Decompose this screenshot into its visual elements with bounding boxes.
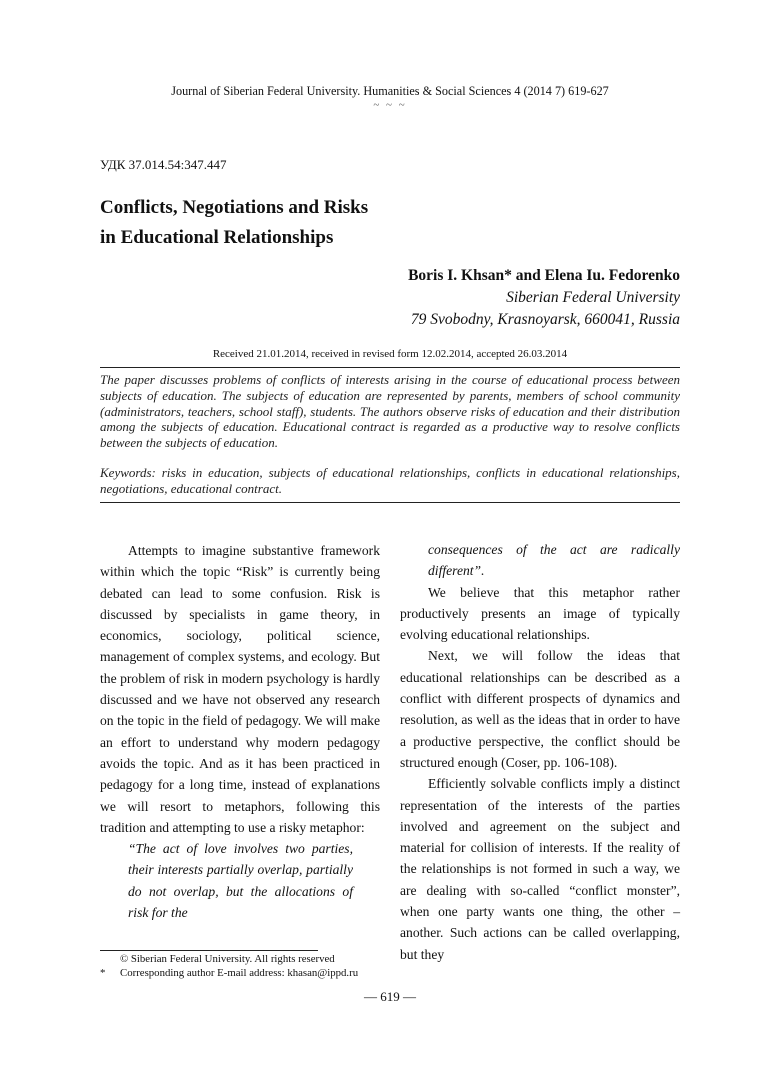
- copyright-text: © Siberian Federal University. All rights reserved: [120, 953, 335, 965]
- body-paragraph: We believe that this metaphor rather productively presents an image of typically evolving educational relationships.: [400, 584, 680, 643]
- block-quote: “The act of love involves two parties, their interests partially overlap, partially do not overlap, but the allocations of risk for the: [128, 841, 353, 921]
- body-column-left: [100, 540, 380, 923]
- body-paragraph: Attempts to imagine substantive framework within which the topic “Risk” is currently being debated can lead to some confusion. Risk is discussed by specialists in game theory, in economics, sociology, political science, management of complex systems, and ecology. But the problem of risk in modern psychology is hardly discussed and we have not observed any research on the topic in the field of pedagogy. We will make an effort to understand why modern pedagogy avoids the topic. And as it has been practiced in pedagogy for a long time, instead of explanations we will resort to metaphors, following this tradition and attempting to use a risky metaphor:: [100, 543, 380, 835]
- footnote-mark: *: [100, 967, 106, 979]
- keywords: Keywords: risks in education, subjects of educational relationships, conflicts in educational relationships, negotiations, educational contract.: [100, 465, 680, 496]
- block-quote-continued: consequences of the act are radically different”.: [428, 542, 680, 579]
- abstract: The paper discusses problems of conflicts of interests arising in the course of educational process between subjects of education. The subjects of education are represented by parents, members of school community (administrators, teachers, school staff), students. The authors observe risks of education and their distribution among the subjects of education. Educational contract is regarded as a productive way to resolve conflicts between the subjects of education.: [100, 372, 680, 451]
- header-separator: ~ ~ ~: [373, 99, 407, 111]
- footnote-copyright: [100, 952, 335, 966]
- author-affiliation: Siberian Federal University: [506, 289, 680, 306]
- title-line-1: Conflicts, Negotiations and Risks: [100, 197, 369, 218]
- page-number: — 619 —: [364, 989, 416, 1004]
- title-line-2: in Educational Relationships: [100, 227, 334, 248]
- body-paragraph: Efficiently solvable conflicts imply a distinct representation of the interests of the parties involved and agreement on the subject and material for collision of interests. If the reality of the relationships is not formed in such a way, we are dealing with so-called “conflict monster”, when one party wants one thing, the other – another. Such actions can be called overlapping, but they: [400, 776, 680, 962]
- divider-top: [100, 367, 680, 368]
- body-column-right: [400, 539, 680, 965]
- footnote-divider: [100, 950, 318, 951]
- author-names: Boris I. Khsan* and Elena Iu. Fedorenko: [408, 267, 680, 284]
- body-paragraph: Next, we will follow the ideas that educational relationships can be described as a conflict with different prospects of dynamics and resolution, as well as the ideas that in order to have a productive perspective, the conflict should be structured enough (Coser, pp. 106-108).: [400, 648, 680, 770]
- authors-block: [408, 265, 680, 331]
- article-title: [100, 193, 368, 253]
- received-dates: Received 21.01.2014, received in revised form 12.02.2014, accepted 26.03.2014: [212, 348, 568, 360]
- corresponding-text: Corresponding author E-mail address: khasan@ippd.ru: [120, 967, 359, 979]
- udk-code: УДК 37.014.54:347.447: [100, 157, 227, 172]
- divider-bottom: [100, 502, 680, 503]
- author-address: 79 Svobodny, Krasnoyarsk, 660041, Russia: [410, 311, 680, 328]
- footnote-corresponding: [100, 966, 358, 980]
- journal-header: Journal of Siberian Federal University. Humanities & Social Sciences 4 (2014 7) 619-627: [171, 84, 609, 98]
